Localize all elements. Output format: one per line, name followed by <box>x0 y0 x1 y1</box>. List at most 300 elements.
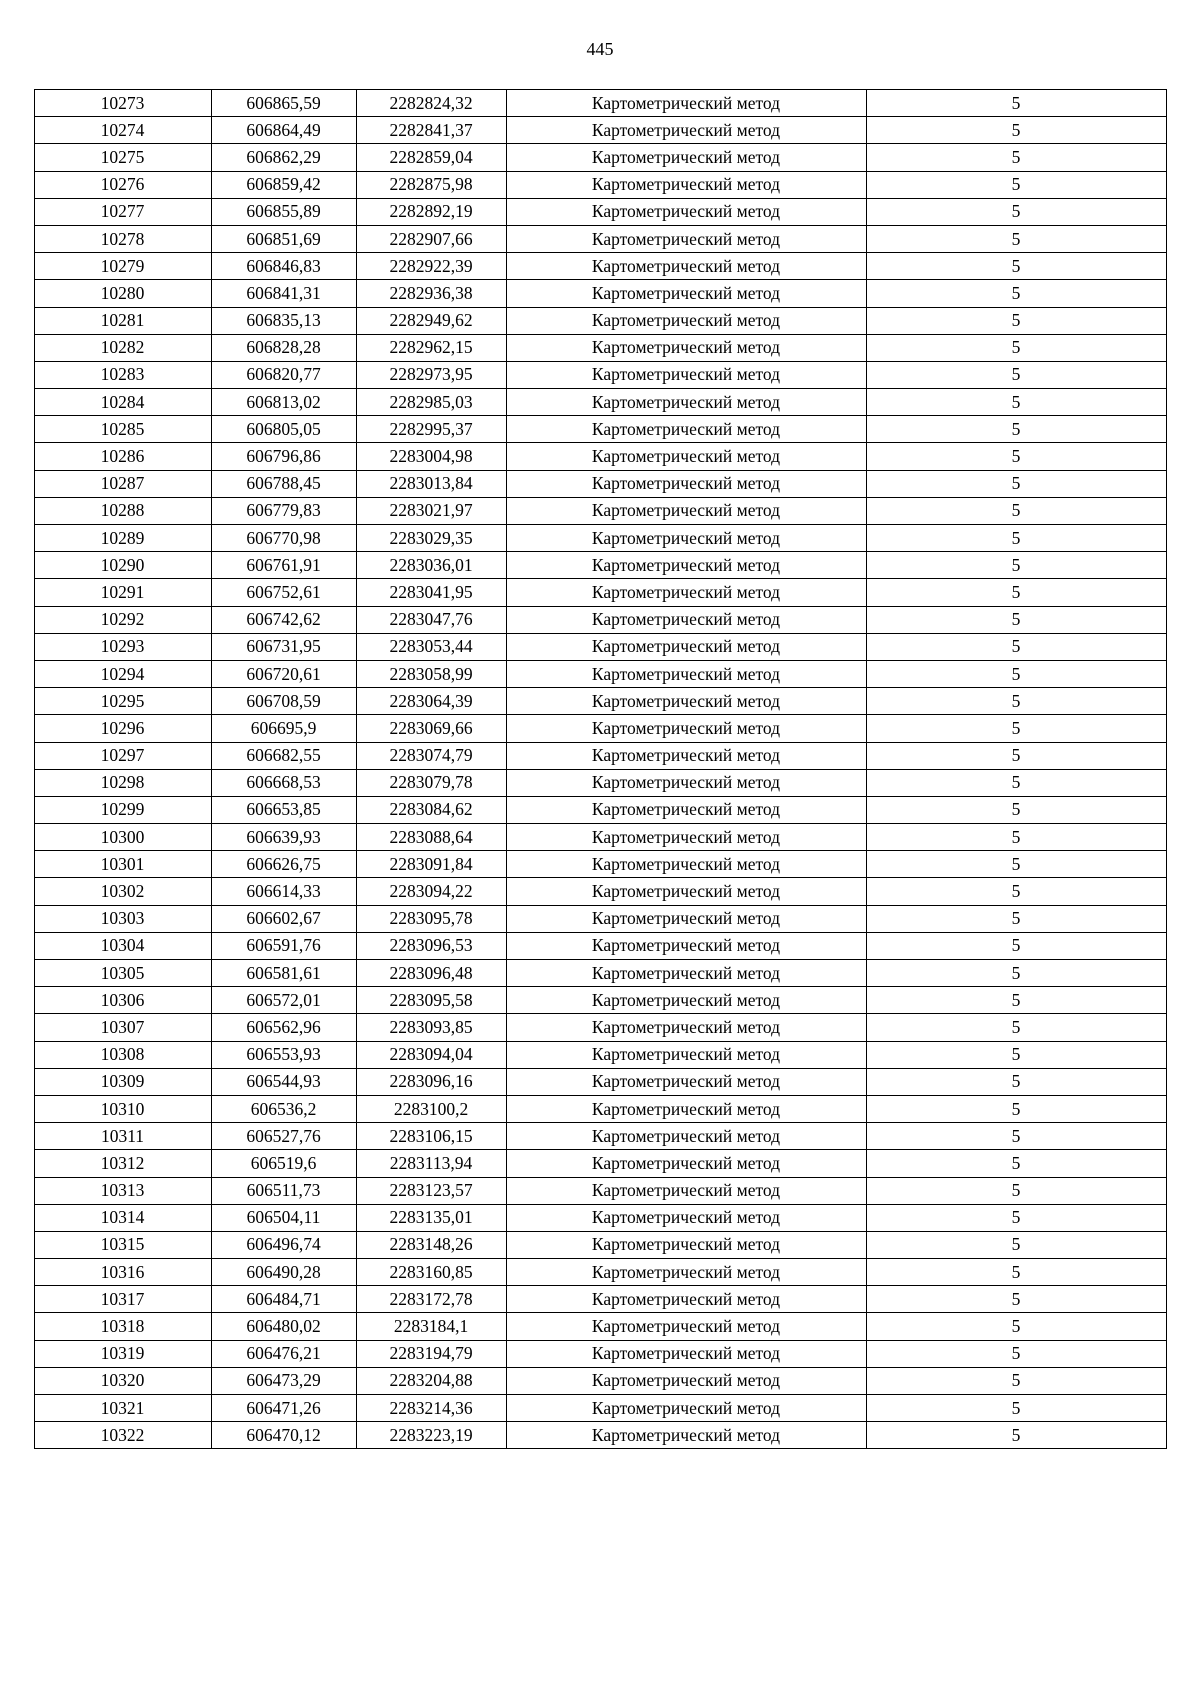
table-cell-x_coordinate: 606835,13 <box>211 307 356 334</box>
table-cell-x_coordinate: 606779,83 <box>211 497 356 524</box>
table-row <box>34 1231 1166 1258</box>
table-cell-precision: 5 <box>866 824 1166 851</box>
table-cell-x_coordinate: 606572,01 <box>211 987 356 1014</box>
table-cell-precision: 5 <box>866 552 1166 579</box>
table-cell-point_number: 10295 <box>34 688 211 715</box>
table-cell-y_coordinate: 2282875,98 <box>356 171 506 198</box>
table-cell-x_coordinate: 606742,62 <box>211 606 356 633</box>
table-cell-y_coordinate: 2283069,66 <box>356 715 506 742</box>
table-cell-method: Картометрический метод <box>506 932 866 959</box>
table-cell-method: Картометрический метод <box>506 1340 866 1367</box>
table-cell-precision: 5 <box>866 1095 1166 1122</box>
table-cell-precision: 5 <box>866 769 1166 796</box>
table-cell-y_coordinate: 2283172,78 <box>356 1286 506 1313</box>
table-cell-precision: 5 <box>866 633 1166 660</box>
table-cell-point_number: 10280 <box>34 280 211 307</box>
table-row <box>34 1123 1166 1150</box>
table-row <box>34 878 1166 905</box>
table-cell-precision: 5 <box>866 497 1166 524</box>
table-cell-method: Картометрический метод <box>506 1313 866 1340</box>
table-cell-y_coordinate: 2283013,84 <box>356 470 506 497</box>
table-cell-method: Картометрический метод <box>506 824 866 851</box>
table-cell-y_coordinate: 2282824,32 <box>356 90 506 117</box>
table-cell-precision: 5 <box>866 1204 1166 1231</box>
table-cell-method: Картометрический метод <box>506 1095 866 1122</box>
table-row <box>34 90 1166 117</box>
table-row <box>34 1041 1166 1068</box>
table-cell-y_coordinate: 2283064,39 <box>356 688 506 715</box>
table-cell-x_coordinate: 606668,53 <box>211 769 356 796</box>
table-cell-x_coordinate: 606752,61 <box>211 579 356 606</box>
table-cell-precision: 5 <box>866 987 1166 1014</box>
table-cell-y_coordinate: 2282936,38 <box>356 280 506 307</box>
table-row <box>34 987 1166 1014</box>
table-cell-precision: 5 <box>866 1041 1166 1068</box>
table-cell-point_number: 10291 <box>34 579 211 606</box>
table-row <box>34 1150 1166 1177</box>
table-cell-y_coordinate: 2282907,66 <box>356 225 506 252</box>
table-cell-method: Картометрический метод <box>506 225 866 252</box>
table-cell-x_coordinate: 606841,31 <box>211 280 356 307</box>
table-row <box>34 1259 1166 1286</box>
table-cell-x_coordinate: 606470,12 <box>211 1422 356 1449</box>
table-cell-x_coordinate: 606639,93 <box>211 824 356 851</box>
table-cell-method: Картометрический метод <box>506 1395 866 1422</box>
table-row <box>34 470 1166 497</box>
table-cell-point_number: 10288 <box>34 497 211 524</box>
table-cell-point_number: 10319 <box>34 1340 211 1367</box>
table-row <box>34 389 1166 416</box>
table-row <box>34 579 1166 606</box>
table-cell-method: Картометрический метод <box>506 660 866 687</box>
table-cell-y_coordinate: 2283053,44 <box>356 633 506 660</box>
table-row <box>34 334 1166 361</box>
table-cell-x_coordinate: 606626,75 <box>211 851 356 878</box>
table-cell-x_coordinate: 606519,6 <box>211 1150 356 1177</box>
table-cell-precision: 5 <box>866 1286 1166 1313</box>
coordinates-table <box>34 89 1167 1449</box>
table-cell-method: Картометрический метод <box>506 987 866 1014</box>
table-cell-method: Картометрический метод <box>506 851 866 878</box>
table-row <box>34 198 1166 225</box>
table-cell-point_number: 10279 <box>34 253 211 280</box>
table-row <box>34 660 1166 687</box>
table-cell-method: Картометрический метод <box>506 171 866 198</box>
table-cell-y_coordinate: 2283058,99 <box>356 660 506 687</box>
table-cell-y_coordinate: 2283184,1 <box>356 1313 506 1340</box>
table-cell-method: Картометрический метод <box>506 1286 866 1313</box>
table-cell-method: Картометрический метод <box>506 715 866 742</box>
table-cell-point_number: 10290 <box>34 552 211 579</box>
table-cell-y_coordinate: 2283036,01 <box>356 552 506 579</box>
table-row <box>34 171 1166 198</box>
table-cell-precision: 5 <box>866 117 1166 144</box>
table-cell-x_coordinate: 606788,45 <box>211 470 356 497</box>
table-cell-x_coordinate: 606602,67 <box>211 905 356 932</box>
table-cell-y_coordinate: 2283004,98 <box>356 443 506 470</box>
table-cell-y_coordinate: 2282985,03 <box>356 389 506 416</box>
table-cell-point_number: 10317 <box>34 1286 211 1313</box>
table-cell-precision: 5 <box>866 1177 1166 1204</box>
table-cell-x_coordinate: 606720,61 <box>211 660 356 687</box>
table-cell-y_coordinate: 2283079,78 <box>356 769 506 796</box>
table-cell-method: Картометрический метод <box>506 878 866 905</box>
table-cell-point_number: 10310 <box>34 1095 211 1122</box>
table-cell-point_number: 10282 <box>34 334 211 361</box>
table-cell-y_coordinate: 2283096,16 <box>356 1068 506 1095</box>
table-cell-x_coordinate: 606805,05 <box>211 416 356 443</box>
table-cell-x_coordinate: 606496,74 <box>211 1231 356 1258</box>
table-row <box>34 715 1166 742</box>
table-cell-method: Картометрический метод <box>506 334 866 361</box>
table-cell-y_coordinate: 2283123,57 <box>356 1177 506 1204</box>
table-cell-y_coordinate: 2283096,53 <box>356 932 506 959</box>
table-cell-point_number: 10300 <box>34 824 211 851</box>
table-cell-precision: 5 <box>866 878 1166 905</box>
table-cell-x_coordinate: 606553,93 <box>211 1041 356 1068</box>
table-row <box>34 225 1166 252</box>
table-row <box>34 1014 1166 1041</box>
table-cell-y_coordinate: 2283214,36 <box>356 1395 506 1422</box>
table-row <box>34 497 1166 524</box>
table-cell-precision: 5 <box>866 443 1166 470</box>
table-cell-precision: 5 <box>866 579 1166 606</box>
table-cell-method: Картометрический метод <box>506 1123 866 1150</box>
table-cell-y_coordinate: 2282949,62 <box>356 307 506 334</box>
table-cell-precision: 5 <box>866 960 1166 987</box>
table-cell-y_coordinate: 2283047,76 <box>356 606 506 633</box>
table-cell-precision: 5 <box>866 932 1166 959</box>
table-cell-point_number: 10321 <box>34 1395 211 1422</box>
table-cell-point_number: 10309 <box>34 1068 211 1095</box>
table-cell-x_coordinate: 606864,49 <box>211 117 356 144</box>
table-row <box>34 932 1166 959</box>
table-cell-method: Картометрический метод <box>506 960 866 987</box>
table-cell-point_number: 10306 <box>34 987 211 1014</box>
table-cell-method: Картометрический метод <box>506 307 866 334</box>
table-cell-precision: 5 <box>866 334 1166 361</box>
table-cell-point_number: 10303 <box>34 905 211 932</box>
table-cell-x_coordinate: 606480,02 <box>211 1313 356 1340</box>
table-row <box>34 1286 1166 1313</box>
table-cell-y_coordinate: 2283094,22 <box>356 878 506 905</box>
table-cell-precision: 5 <box>866 307 1166 334</box>
table-cell-method: Картометрический метод <box>506 905 866 932</box>
table-cell-precision: 5 <box>866 280 1166 307</box>
table-cell-point_number: 10313 <box>34 1177 211 1204</box>
table-cell-point_number: 10284 <box>34 389 211 416</box>
table-cell-y_coordinate: 2283095,58 <box>356 987 506 1014</box>
table-cell-point_number: 10299 <box>34 796 211 823</box>
table-row <box>34 1177 1166 1204</box>
table-cell-y_coordinate: 2283106,15 <box>356 1123 506 1150</box>
table-cell-y_coordinate: 2283091,84 <box>356 851 506 878</box>
table-cell-x_coordinate: 606490,28 <box>211 1259 356 1286</box>
table-cell-point_number: 10276 <box>34 171 211 198</box>
table-row <box>34 742 1166 769</box>
table-cell-x_coordinate: 606846,83 <box>211 253 356 280</box>
table-cell-point_number: 10311 <box>34 1123 211 1150</box>
table-row <box>34 416 1166 443</box>
table-cell-y_coordinate: 2283100,2 <box>356 1095 506 1122</box>
table-cell-precision: 5 <box>866 1150 1166 1177</box>
table-cell-method: Картометрический метод <box>506 688 866 715</box>
table-cell-point_number: 10305 <box>34 960 211 987</box>
coordinates-table-body <box>34 90 1166 1449</box>
table-cell-x_coordinate: 606544,93 <box>211 1068 356 1095</box>
table-cell-x_coordinate: 606770,98 <box>211 525 356 552</box>
table-cell-x_coordinate: 606484,71 <box>211 1286 356 1313</box>
table-cell-precision: 5 <box>866 905 1166 932</box>
table-cell-x_coordinate: 606828,28 <box>211 334 356 361</box>
table-cell-x_coordinate: 606865,59 <box>211 90 356 117</box>
table-row <box>34 905 1166 932</box>
table-cell-point_number: 10312 <box>34 1150 211 1177</box>
table-cell-precision: 5 <box>866 1259 1166 1286</box>
table-cell-method: Картометрический метод <box>506 144 866 171</box>
table-cell-point_number: 10273 <box>34 90 211 117</box>
table-cell-y_coordinate: 2283096,48 <box>356 960 506 987</box>
table-cell-method: Картометрический метод <box>506 1231 866 1258</box>
table-cell-y_coordinate: 2283093,85 <box>356 1014 506 1041</box>
table-cell-precision: 5 <box>866 198 1166 225</box>
table-cell-x_coordinate: 606527,76 <box>211 1123 356 1150</box>
table-cell-y_coordinate: 2283041,95 <box>356 579 506 606</box>
table-cell-method: Картометрический метод <box>506 742 866 769</box>
table-cell-x_coordinate: 606653,85 <box>211 796 356 823</box>
table-row <box>34 525 1166 552</box>
table-row <box>34 1340 1166 1367</box>
table-row <box>34 1367 1166 1394</box>
table-cell-point_number: 10287 <box>34 470 211 497</box>
table-cell-point_number: 10285 <box>34 416 211 443</box>
table-cell-precision: 5 <box>866 742 1166 769</box>
table-cell-point_number: 10322 <box>34 1422 211 1449</box>
table-cell-method: Картометрический метод <box>506 796 866 823</box>
table-cell-point_number: 10293 <box>34 633 211 660</box>
table-cell-precision: 5 <box>866 1340 1166 1367</box>
table-row <box>34 1204 1166 1231</box>
table-cell-point_number: 10307 <box>34 1014 211 1041</box>
table-cell-point_number: 10296 <box>34 715 211 742</box>
table-cell-method: Картометрический метод <box>506 769 866 796</box>
table-cell-x_coordinate: 606614,33 <box>211 878 356 905</box>
table-cell-method: Картометрический метод <box>506 90 866 117</box>
page-number: 445 <box>586 39 614 59</box>
table-cell-y_coordinate: 2283029,35 <box>356 525 506 552</box>
table-cell-y_coordinate: 2283021,97 <box>356 497 506 524</box>
table-cell-y_coordinate: 2283204,88 <box>356 1367 506 1394</box>
table-cell-x_coordinate: 606591,76 <box>211 932 356 959</box>
table-cell-precision: 5 <box>866 851 1166 878</box>
table-cell-x_coordinate: 606504,11 <box>211 1204 356 1231</box>
table-row <box>34 361 1166 388</box>
table-row <box>34 960 1166 987</box>
table-cell-x_coordinate: 606536,2 <box>211 1095 356 1122</box>
table-cell-x_coordinate: 606859,42 <box>211 171 356 198</box>
table-row <box>34 1313 1166 1340</box>
table-cell-point_number: 10320 <box>34 1367 211 1394</box>
table-row <box>34 688 1166 715</box>
table-cell-y_coordinate: 2282922,39 <box>356 253 506 280</box>
table-row <box>34 1395 1166 1422</box>
table-cell-x_coordinate: 606731,95 <box>211 633 356 660</box>
table-cell-y_coordinate: 2283088,64 <box>356 824 506 851</box>
table-cell-method: Картометрический метод <box>506 1367 866 1394</box>
table-cell-x_coordinate: 606708,59 <box>211 688 356 715</box>
table-cell-precision: 5 <box>866 1395 1166 1422</box>
table-cell-point_number: 10297 <box>34 742 211 769</box>
table-cell-x_coordinate: 606813,02 <box>211 389 356 416</box>
table-cell-precision: 5 <box>866 525 1166 552</box>
table-cell-y_coordinate: 2283135,01 <box>356 1204 506 1231</box>
table-cell-point_number: 10277 <box>34 198 211 225</box>
table-cell-method: Картометрический метод <box>506 579 866 606</box>
table-cell-method: Картометрический метод <box>506 1259 866 1286</box>
table-cell-y_coordinate: 2283148,26 <box>356 1231 506 1258</box>
table-cell-precision: 5 <box>866 1422 1166 1449</box>
table-cell-method: Картометрический метод <box>506 1014 866 1041</box>
table-cell-x_coordinate: 606862,29 <box>211 144 356 171</box>
table-row <box>34 1095 1166 1122</box>
table-cell-precision: 5 <box>866 361 1166 388</box>
table-cell-precision: 5 <box>866 1014 1166 1041</box>
table-cell-x_coordinate: 606473,29 <box>211 1367 356 1394</box>
table-cell-point_number: 10304 <box>34 932 211 959</box>
table-row <box>34 796 1166 823</box>
table-cell-method: Картометрический метод <box>506 470 866 497</box>
table-cell-method: Картометрический метод <box>506 416 866 443</box>
table-row <box>34 606 1166 633</box>
table-cell-precision: 5 <box>866 796 1166 823</box>
table-row <box>34 824 1166 851</box>
table-cell-method: Картометрический метод <box>506 633 866 660</box>
table-row <box>34 633 1166 660</box>
table-cell-point_number: 10274 <box>34 117 211 144</box>
table-cell-y_coordinate: 2283095,78 <box>356 905 506 932</box>
table-cell-x_coordinate: 606796,86 <box>211 443 356 470</box>
table-cell-method: Картометрический метод <box>506 1068 866 1095</box>
table-cell-precision: 5 <box>866 470 1166 497</box>
table-row <box>34 552 1166 579</box>
table-row <box>34 307 1166 334</box>
table-cell-point_number: 10314 <box>34 1204 211 1231</box>
table-cell-precision: 5 <box>866 253 1166 280</box>
table-cell-y_coordinate: 2282973,95 <box>356 361 506 388</box>
table-cell-method: Картометрический метод <box>506 552 866 579</box>
table-row <box>34 280 1166 307</box>
table-cell-y_coordinate: 2283074,79 <box>356 742 506 769</box>
table-cell-method: Картометрический метод <box>506 1041 866 1068</box>
table-row <box>34 253 1166 280</box>
table-row <box>34 144 1166 171</box>
table-cell-y_coordinate: 2283160,85 <box>356 1259 506 1286</box>
table-row <box>34 1068 1166 1095</box>
table-cell-y_coordinate: 2283113,94 <box>356 1150 506 1177</box>
table-cell-point_number: 10281 <box>34 307 211 334</box>
table-cell-precision: 5 <box>866 1231 1166 1258</box>
table-cell-point_number: 10286 <box>34 443 211 470</box>
table-cell-precision: 5 <box>866 1367 1166 1394</box>
table-cell-y_coordinate: 2282962,15 <box>356 334 506 361</box>
table-cell-x_coordinate: 606562,96 <box>211 1014 356 1041</box>
table-cell-precision: 5 <box>866 1068 1166 1095</box>
table-cell-method: Картометрический метод <box>506 361 866 388</box>
table-cell-x_coordinate: 606855,89 <box>211 198 356 225</box>
table-cell-point_number: 10302 <box>34 878 211 905</box>
table-cell-method: Картометрический метод <box>506 1204 866 1231</box>
table-cell-x_coordinate: 606851,69 <box>211 225 356 252</box>
table-cell-method: Картометрический метод <box>506 1422 866 1449</box>
table-cell-x_coordinate: 606820,77 <box>211 361 356 388</box>
table-cell-precision: 5 <box>866 715 1166 742</box>
table-cell-point_number: 10283 <box>34 361 211 388</box>
table-cell-x_coordinate: 606695,9 <box>211 715 356 742</box>
table-row <box>34 117 1166 144</box>
table-cell-method: Картометрический метод <box>506 525 866 552</box>
table-cell-method: Картометрический метод <box>506 606 866 633</box>
table-cell-y_coordinate: 2283194,79 <box>356 1340 506 1367</box>
table-cell-precision: 5 <box>866 606 1166 633</box>
table-cell-y_coordinate: 2282995,37 <box>356 416 506 443</box>
table-cell-point_number: 10316 <box>34 1259 211 1286</box>
table-cell-y_coordinate: 2282841,37 <box>356 117 506 144</box>
table-cell-y_coordinate: 2283094,04 <box>356 1041 506 1068</box>
table-cell-method: Картометрический метод <box>506 198 866 225</box>
table-cell-x_coordinate: 606682,55 <box>211 742 356 769</box>
table-cell-point_number: 10275 <box>34 144 211 171</box>
table-cell-method: Картометрический метод <box>506 117 866 144</box>
table-cell-x_coordinate: 606471,26 <box>211 1395 356 1422</box>
table-row <box>34 769 1166 796</box>
table-cell-precision: 5 <box>866 144 1166 171</box>
table-cell-y_coordinate: 2282859,04 <box>356 144 506 171</box>
table-cell-x_coordinate: 606581,61 <box>211 960 356 987</box>
table-cell-x_coordinate: 606761,91 <box>211 552 356 579</box>
table-cell-precision: 5 <box>866 90 1166 117</box>
table-row <box>34 851 1166 878</box>
table-row <box>34 1422 1166 1449</box>
table-cell-x_coordinate: 606476,21 <box>211 1340 356 1367</box>
table-cell-precision: 5 <box>866 171 1166 198</box>
table-cell-method: Картометрический метод <box>506 1150 866 1177</box>
table-cell-point_number: 10298 <box>34 769 211 796</box>
table-cell-precision: 5 <box>866 688 1166 715</box>
table-row <box>34 443 1166 470</box>
table-cell-precision: 5 <box>866 389 1166 416</box>
table-cell-method: Картометрический метод <box>506 280 866 307</box>
table-cell-point_number: 10308 <box>34 1041 211 1068</box>
table-cell-y_coordinate: 2283223,19 <box>356 1422 506 1449</box>
table-cell-precision: 5 <box>866 660 1166 687</box>
table-cell-method: Картометрический метод <box>506 497 866 524</box>
table-cell-point_number: 10278 <box>34 225 211 252</box>
table-cell-precision: 5 <box>866 225 1166 252</box>
table-cell-method: Картометрический метод <box>506 443 866 470</box>
table-cell-precision: 5 <box>866 1313 1166 1340</box>
table-cell-x_coordinate: 606511,73 <box>211 1177 356 1204</box>
table-cell-precision: 5 <box>866 416 1166 443</box>
table-cell-point_number: 10294 <box>34 660 211 687</box>
table-cell-method: Картометрический метод <box>506 253 866 280</box>
table-cell-precision: 5 <box>866 1123 1166 1150</box>
table-cell-point_number: 10289 <box>34 525 211 552</box>
table-cell-point_number: 10318 <box>34 1313 211 1340</box>
table-cell-method: Картометрический метод <box>506 389 866 416</box>
table-cell-y_coordinate: 2283084,62 <box>356 796 506 823</box>
table-cell-point_number: 10292 <box>34 606 211 633</box>
table-cell-method: Картометрический метод <box>506 1177 866 1204</box>
